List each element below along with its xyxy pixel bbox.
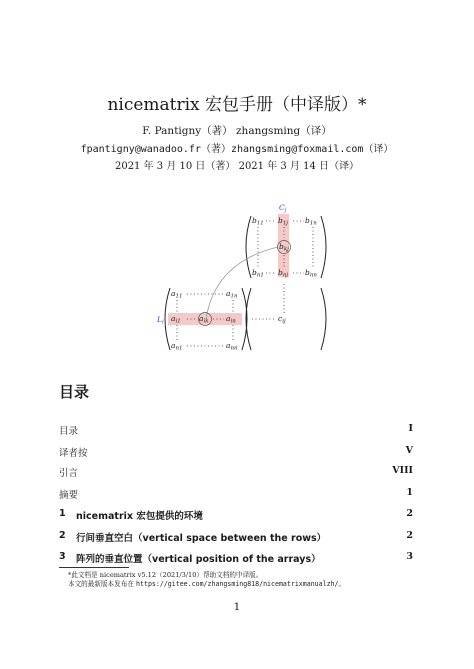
- footnote-line-1: *此文档是 nicematrix v5.12（2021/3/10）帮助文档的中译版。: [68, 571, 263, 579]
- connector-curve: [206, 247, 278, 319]
- toc-row-number: 1: [59, 508, 66, 519]
- toc-row-label: 译者按: [59, 448, 88, 459]
- toc-row-page: I: [408, 423, 413, 434]
- a11: $a_{11}$: [171, 289, 183, 300]
- top-matrix-right-paren: [321, 216, 326, 278]
- footnote-line-2: [68, 578, 345, 588]
- translator-email-role: （译）: [363, 144, 394, 155]
- b1j: $b_{1j}$: [278, 216, 289, 227]
- ai1: $a_{i1}$: [171, 314, 181, 325]
- author-email-role: （著）: [200, 144, 231, 155]
- footnote-suffix: 。: [338, 580, 346, 588]
- author-email: fpantigny@wanadoo.fr: [80, 144, 201, 155]
- matrix-product-figure: [0, 195, 474, 365]
- toc-row-page: 2: [406, 508, 413, 519]
- bij: $b_{kj}$: [279, 242, 289, 253]
- ain: $a_{in}$: [226, 314, 236, 325]
- toc-row-page: 2: [406, 530, 413, 541]
- emails-line: [0, 140, 474, 155]
- footnote-rule: [59, 567, 129, 568]
- a1n: $a_{1n}$: [226, 289, 238, 300]
- toc-row-label: 目录: [59, 426, 79, 437]
- toc-heading: 目录: [59, 383, 90, 401]
- document-title: nicematrix 宏包手册（中译版）*: [107, 95, 367, 115]
- toc-row-page: VIII: [392, 465, 413, 476]
- row-label: $L_i$: [157, 315, 164, 326]
- authors-line: F. Pantigny（著） zhangsming（译）: [142, 125, 332, 137]
- toc-row[interactable]: [59, 487, 413, 503]
- toc-row[interactable]: [59, 445, 413, 461]
- col-label: $C_j$: [279, 203, 287, 214]
- toc-row[interactable]: [59, 530, 413, 546]
- bn1: $b_{n1}$: [252, 268, 264, 279]
- bnj: $b_{nj}$: [278, 268, 289, 279]
- toc-row-number: 3: [59, 551, 66, 562]
- footnote-url-link[interactable]: https://gitee.com/zhangsming818/nicematrixmanualzh/: [136, 580, 339, 588]
- result-matrix-right-paren: [321, 288, 326, 350]
- footnote-prefix: 本文的最新版本发布在: [68, 580, 137, 588]
- b11: $b_{11}$: [252, 216, 264, 227]
- toc-row-label: 阵列的垂直位置（vertical position of the arrays）: [76, 554, 321, 565]
- b1n: $b_{1n}$: [305, 216, 317, 227]
- bnn: $b_{nn}$: [305, 268, 317, 279]
- an1: $a_{n1}$: [171, 341, 183, 352]
- toc-row[interactable]: [59, 465, 413, 481]
- toc-row-label: 行间垂直空白（vertical space between the rows）: [76, 533, 327, 544]
- aik: $a_{ik}$: [199, 314, 209, 325]
- toc-row-number: 2: [59, 530, 66, 541]
- toc-row[interactable]: [59, 551, 413, 567]
- toc-row[interactable]: [59, 508, 413, 524]
- toc-row-label: 摘要: [59, 490, 79, 501]
- dates-line: 2021 年 3 月 10 日（著） 2021 年 3 月 14 日（译）: [114, 161, 360, 172]
- top-matrix-left-paren: [246, 216, 251, 278]
- toc-row[interactable]: [59, 423, 413, 439]
- ann: $a_{nn}$: [226, 341, 238, 352]
- toc-row-label: 引言: [59, 468, 79, 479]
- translator-email: zhangsming@foxmail.com: [230, 144, 364, 155]
- toc-row-page: 1: [406, 487, 413, 498]
- cij: $c_{ij}$: [278, 314, 286, 325]
- toc-row-label: nicematrix 宏包提供的环境: [76, 511, 203, 522]
- toc-row-page: V: [405, 445, 413, 456]
- toc-row-page: 3: [406, 551, 413, 562]
- page-number: 1: [233, 601, 241, 613]
